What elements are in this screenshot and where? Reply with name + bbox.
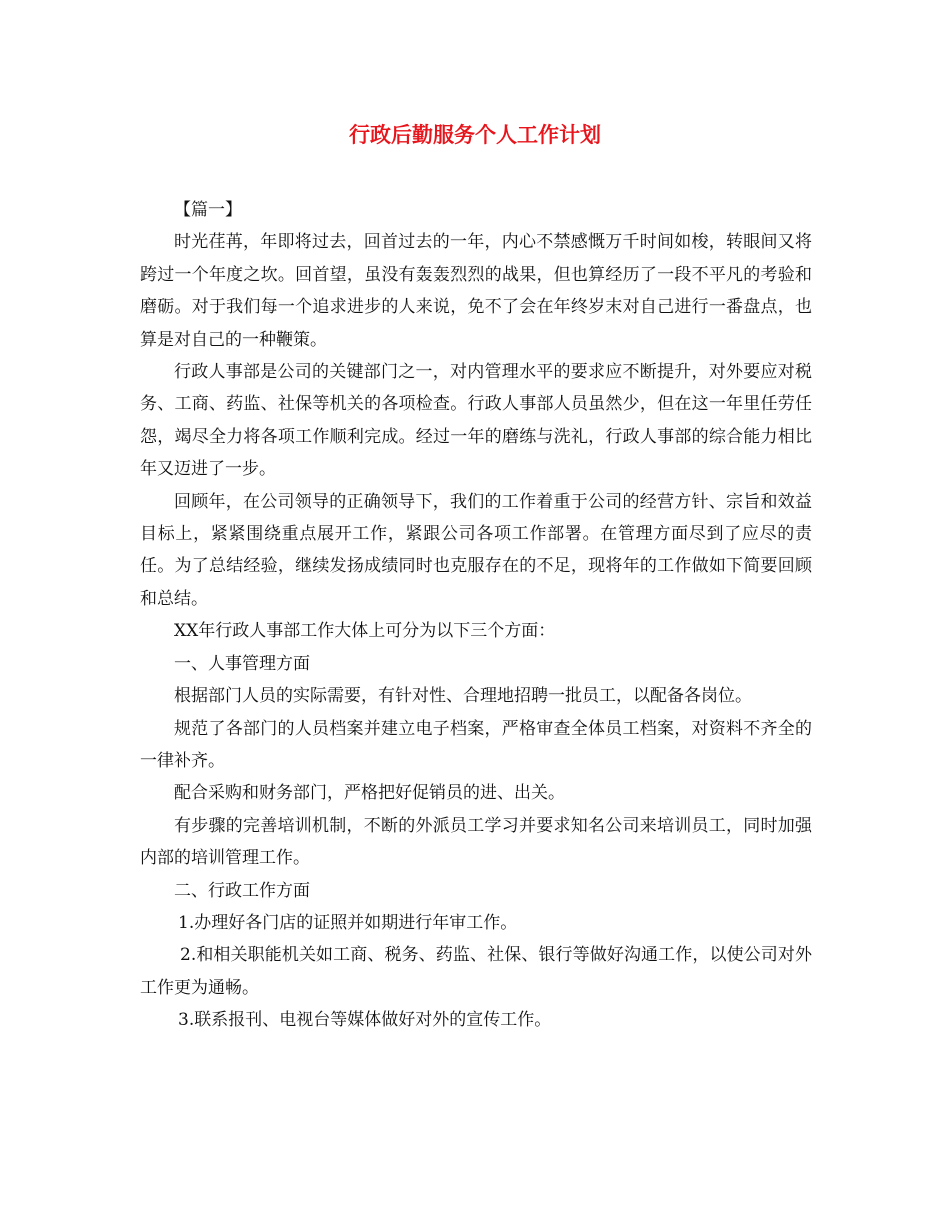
list-item: 1.办理好各门店的证照并如期进行年审工作。 bbox=[178, 912, 518, 933]
section-heading-administration: 二、行政工作方面 bbox=[174, 880, 310, 901]
section-heading-part-one: 【篇一】 bbox=[174, 200, 242, 220]
paragraph: 有步骤的完善培训机制，不断的外派员工学习并要求知名公司来培训员工，同时加强内部的培训管理工作。 bbox=[140, 815, 812, 869]
document-body bbox=[140, 194, 812, 1037]
paragraph: 时光荏苒，年即将过去，回首过去的一年，内心不禁感慨万千时间如梭，转眼间又将跨过一个年度之坎。回首望，虽没有轰轰烈烈的战果，但也算经历了一段不平凡的考验和磨砺。对于我们每一个追求进步的人来说，免不了会在年终岁末对自己进行一番盘点，也算是对自己的一种鞭策。 bbox=[140, 232, 812, 350]
paragraph: 规范了各部门的人员档案并建立电子档案，严格审查全体员工档案，对资料不齐全的一律补齐。 bbox=[140, 718, 812, 771]
list-item: 2.和相关职能机关如工商、税务、药监、社保、银行等做好沟通工作，以使公司对外工作更为通畅。 bbox=[140, 945, 812, 998]
list-item: 3.联系报刊、电视台等媒体做好对外的宣传工作。 bbox=[178, 1010, 552, 1031]
paragraph: 行政人事部是公司的关键部门之一，对内管理水平的要求应不断提升，对外要应对税务、工商、药监、社保等机关的各项检查。行政人事部人员虽然少，但在这一年里任劳任怨，竭尽全力将各项工作顺利完成。经过一年的磨练与洗礼，行政人事部的综合能力相比年又迈进了一步。 bbox=[140, 362, 812, 480]
paragraph: XX年行政人事部工作大体上可分为以下三个方面： bbox=[174, 621, 556, 642]
paragraph: 配合采购和财务部门，严格把好促销员的进、出关。 bbox=[174, 783, 565, 804]
paragraph: 根据部门人员的实际需要，有针对性、合理地招聘一批员工，以配备各岗位。 bbox=[174, 686, 752, 707]
section-heading-personnel: 一、人事管理方面 bbox=[174, 653, 310, 674]
document-title: 行政后勤服务个人工作计划 bbox=[349, 122, 601, 147]
paragraph: 回顾年，在公司领导的正确领导下，我们的工作着重于公司的经营方针、宗旨和效益目标上，紧紧围绕重点展开工作，紧跟公司各项工作部署。在管理方面尽到了应尽的责任。为了总结经验，继续发扬成绩同时也克服存在的不足，现将年的工作做如下简要回顾和总结。 bbox=[140, 491, 812, 609]
